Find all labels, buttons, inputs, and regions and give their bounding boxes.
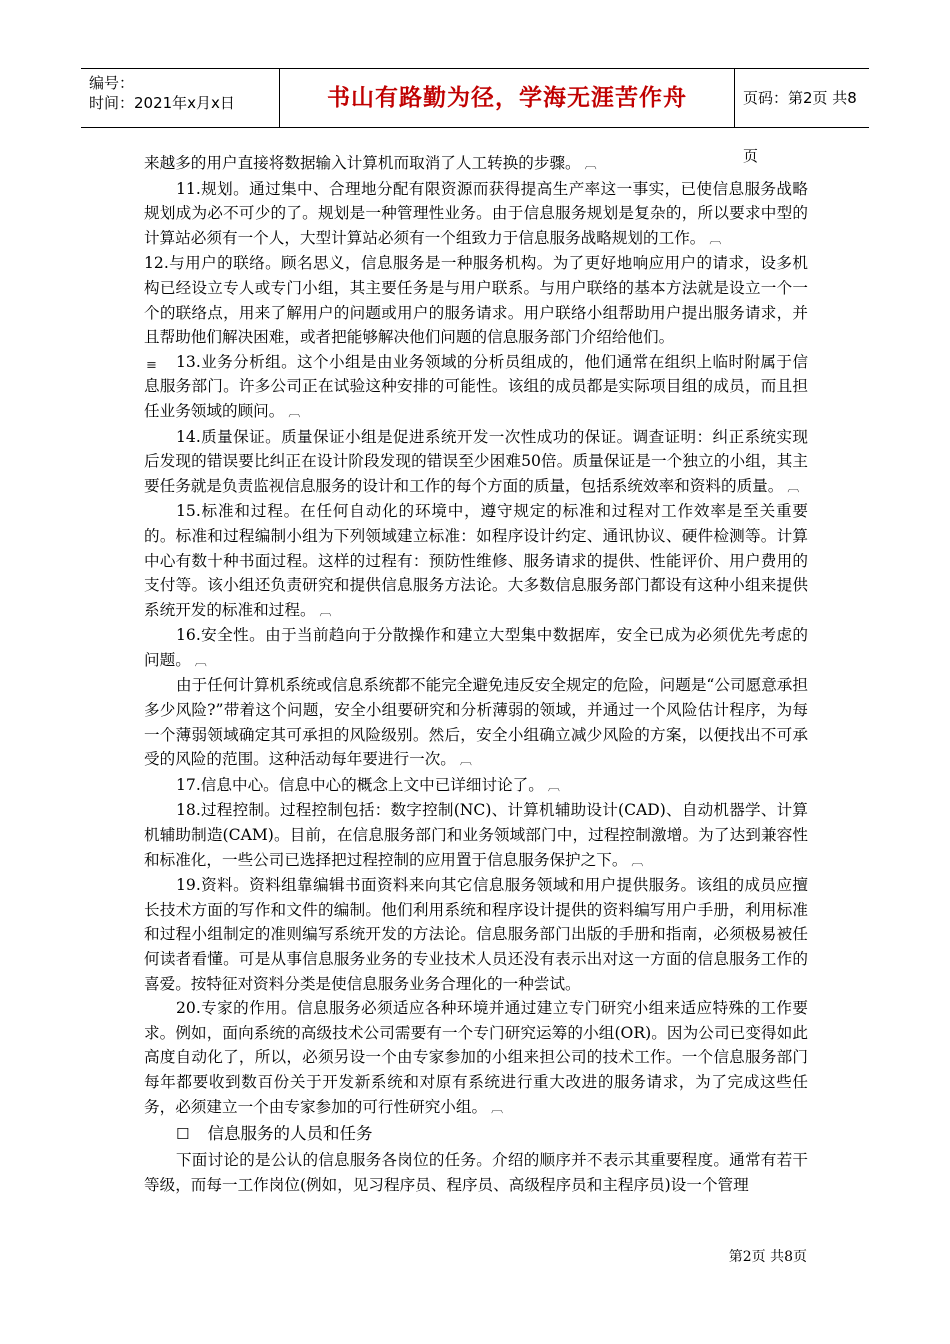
header-meta [81,69,280,127]
paragraph-mark-icon: ︹ [491,1100,503,1115]
paragraph-mark-icon: ︹ [709,231,721,246]
paragraph: 13.业务分析组。这个小组是由业务领域的分析员组成的，他们通常在组织上临时附属于信息服务部门。许多公司正在试验这种安排的可能性。该组的成员都是实际项目组的成员，而且担任业务领域的顾问。 ︹ [144,352,808,420]
paragraph: 由于任何计算机系统或信息系统都不能完全避免违反安全规定的危险，问题是“公司愿意承担多少风险?”带着这个问题，安全小组要研究和分析薄弱的领域，并通过一个风险估计程序，为每一个薄弱领域确定其可承担的风险级别。然后，安全小组确立减少风险的方案，以便找出不可承受的风险的范围。这种活动每年要进行一次。 ︹ [144,676,808,769]
paragraph-mark-icon: ︹ [459,753,471,768]
section-heading-text: 信息服务的人员和任务 [207,1124,373,1144]
header-time-label: 时间：2021年x月x日 [89,94,235,112]
paragraph-mark-icon: ︹ [547,778,559,793]
paragraph: 来越多的用户直接将数据输入计算机而取消了人工转换的步骤。 ︹ [144,154,596,172]
paragraph: 16.安全性。由于当前趋向于分散操作和建立大型集中数据库，安全已成为必须优先考虑的问题。 ︹ [144,626,808,669]
paragraph-mark-icon: ︹ [787,479,799,494]
page-footer: 第2页 共8页 [728,1249,807,1265]
paragraph: 19.资料。资料组靠编辑书面资料来向其它信息服务领域和用户提供服务。该组的成员应擅长技术方面的写作和文件的编制。他们利用系统和程序设计提供的资料编写用户手册，利用标准和过程小组制定的准则编写系统开发的方法论。信息服务部门出版的手册和指南，必须极易被任何读者看懂。可是从事信息服务业务的专业技术人员还没有表示出对这一方面的信息服务工作的喜爱。按特征对资料分类是使信息服务业务合理化的一种尝试。 [144,876,808,993]
paragraph-mark-icon: ︹ [584,157,596,171]
header-page-label: 页码：第2页 共8页 [743,89,857,165]
paragraph: 15.标准和过程。在任何自动化的环境中，遵守规定的标准和过程对工作效率是至关重要的。标准和过程编制小组为下列领域建立标准：如程序设计约定、通讯协议、硬件检测等。计算中心有数十种书面过程。这样的过程有：预防性维修、服务请求的提供、性能评价、用户费用的支付等。该小组还负责研究和提供信息服务方法论。大多数信息服务部门都设有这种小组来提供系统开发的标准和过程。 ︹ [144,502,808,619]
paragraph-mark-icon: ︹ [194,653,206,668]
left-margin-marker: ≡ [146,358,157,373]
header-motto: 书山有路勤为径，学海无涯苦作舟 [280,69,735,127]
paragraph: 17.信息中心。信息中心的概念上文中已详细讨论了。 ︹ [176,775,559,794]
paragraph-mark-icon: ︹ [631,853,643,868]
paragraph-mark-icon: ︹ [319,603,331,618]
paragraph: 20.专家的作用。信息服务必须适应各种环境并通过建立专门研究小组来适应特殊的工作要求。例如，面向系统的高级技术公司需要有一个专门研究运筹的小组(OR)。因为公司已变得如此高度自动化了，所以，必须另设一个由专家参加的小组来担公司的技术工作。一个信息服务部门每年都要收到数百份关于开发新系统和对原有系统进行重大改进的服务请求，为了完成这些任务，必须建立一个由专家参加的可行性研究小组。 ︹ [144,999,808,1116]
header-number-label: 编号： [89,74,135,92]
paragraph: 11.规划。通过集中、合理地分配有限资源而获得提高生产率这一事实，已使信息服务战略规划成为必不可少的了。规划是一种管理性业务。由于信息服务规划是复杂的，所以要求中型的计算站必须有一个人，大型计算站必须有一个组致力于信息服务战略规划的工作。 ︹ [144,179,808,247]
checkbox-icon: ☐ [176,1125,190,1144]
paragraph: 14.质量保证。质量保证小组是促进系统开发一次性成功的保证。调查证明：纠正系统实现后发现的错误要比纠正在设计阶段发现的错误至少困难50倍。质量保证是一个独立的小组，其主要任务就是负责监视信息服务的设计和工作的每个方面的质量，包括系统效率和资料的质量。 ︹ [144,427,808,495]
paragraph: 12.与用户的联络。顾名思义，信息服务是一种服务机构。为了更好地响应用户的请求，设多机构已经设立专人或专门小组，其主要任务是与用户联系。与用户联络的基本方法就是设立一个一个的联络点，用来了解用户的问题或用户的服务请求。用户联络小组帮助用户提出服务请求，并且帮助他们解决困难，或者把能够解决他们问题的信息服务部门介绍给他们。 [144,254,808,347]
paragraph: 18.过程控制。过程控制包括：数字控制(NC)、计算机辅助设计(CAD)、自动机器学、计算机辅助制造(CAM)。目前，在信息服务部门和业务领域部门中，过程控制激增。为了达到兼容性和标准化，一些公司已选择把过程控制的应用置于信息服务保护之下。 ︹ [144,801,808,869]
paragraph: 下面讨论的是公认的信息服务各岗位的任务。介绍的顺序并不表示其重要程度。通常有若干等级，而每一工作岗位(例如，见习程序员、程序员、高级程序员和主程序员)设一个管理 [144,1151,808,1194]
document-body [144,151,808,1197]
section-heading [144,1120,808,1148]
paragraph-mark-icon: ︹ [288,404,300,419]
